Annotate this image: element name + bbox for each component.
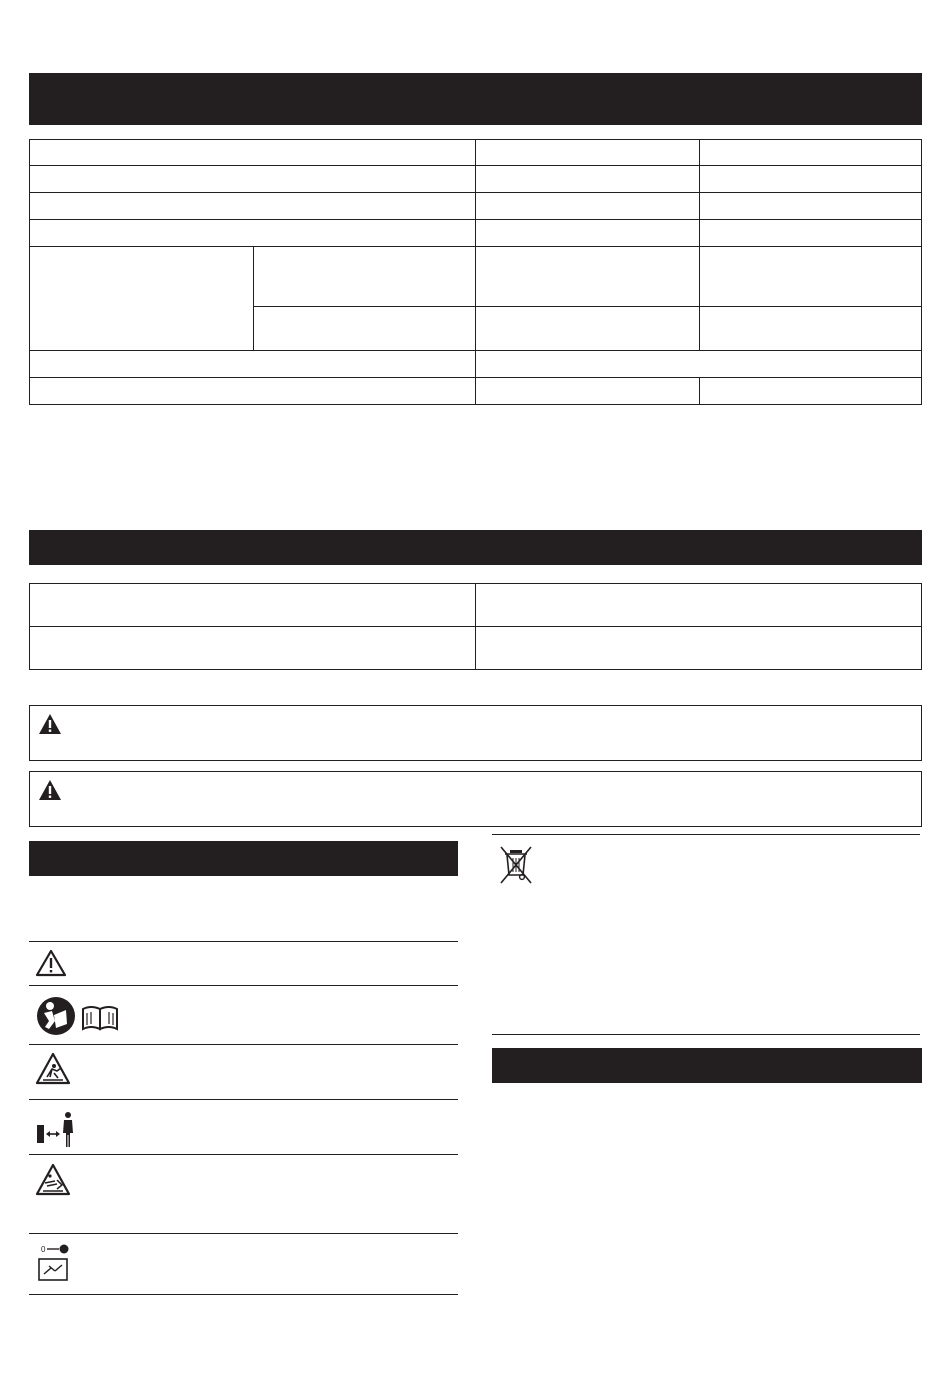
table-cell — [253, 246, 476, 307]
table-cell — [475, 165, 700, 193]
table-cell-merged — [475, 350, 922, 378]
table-cell — [253, 306, 476, 351]
divider — [29, 1154, 458, 1155]
table-cell — [699, 306, 922, 351]
svg-text:0: 0 — [41, 1245, 46, 1254]
table-cell — [699, 219, 922, 247]
warning-outline-icon — [35, 949, 67, 977]
warning-triangle-icon — [38, 779, 62, 801]
table-cell-merged — [29, 246, 254, 351]
divider — [29, 985, 458, 986]
table-cell — [475, 246, 700, 307]
table-row — [29, 219, 476, 247]
table-cell — [475, 219, 700, 247]
table-cell — [29, 583, 476, 627]
divider — [29, 1044, 458, 1045]
table-cell — [699, 377, 922, 405]
table-cell — [699, 165, 922, 193]
table-row — [29, 165, 476, 193]
warning-box — [29, 771, 922, 827]
unplug-before-maintenance-icon — [35, 1243, 75, 1283]
divider — [492, 1034, 920, 1035]
section-header-symbols — [29, 841, 458, 876]
table-row — [29, 377, 476, 405]
table-row — [29, 139, 476, 166]
warning-triangle-icon — [38, 713, 62, 735]
divider — [29, 1233, 458, 1234]
divider — [29, 1294, 458, 1295]
table-cell — [475, 626, 922, 670]
divider — [492, 834, 920, 835]
crossed-out-wheelie-bin-icon — [498, 845, 534, 885]
table-row — [29, 350, 476, 378]
section-header-right — [492, 1048, 922, 1083]
table-cell — [475, 139, 700, 166]
divider — [29, 1099, 458, 1100]
warning-box — [29, 705, 922, 761]
table-cell — [699, 139, 922, 166]
table-row — [29, 192, 476, 220]
table-cell — [475, 583, 922, 627]
table-cell — [475, 377, 700, 405]
table-cell — [29, 626, 476, 670]
rotating-blade-icon — [35, 1163, 71, 1197]
table-cell — [699, 192, 922, 220]
table-cell — [699, 246, 922, 307]
section-header-noise — [29, 530, 922, 565]
read-manual-icon — [35, 995, 123, 1039]
table-cell — [475, 192, 700, 220]
section-header-specifications — [29, 73, 922, 125]
keep-distance-icon — [35, 1111, 79, 1149]
table-cell — [475, 306, 700, 351]
divider — [29, 941, 458, 942]
thrown-objects-icon — [35, 1052, 71, 1086]
